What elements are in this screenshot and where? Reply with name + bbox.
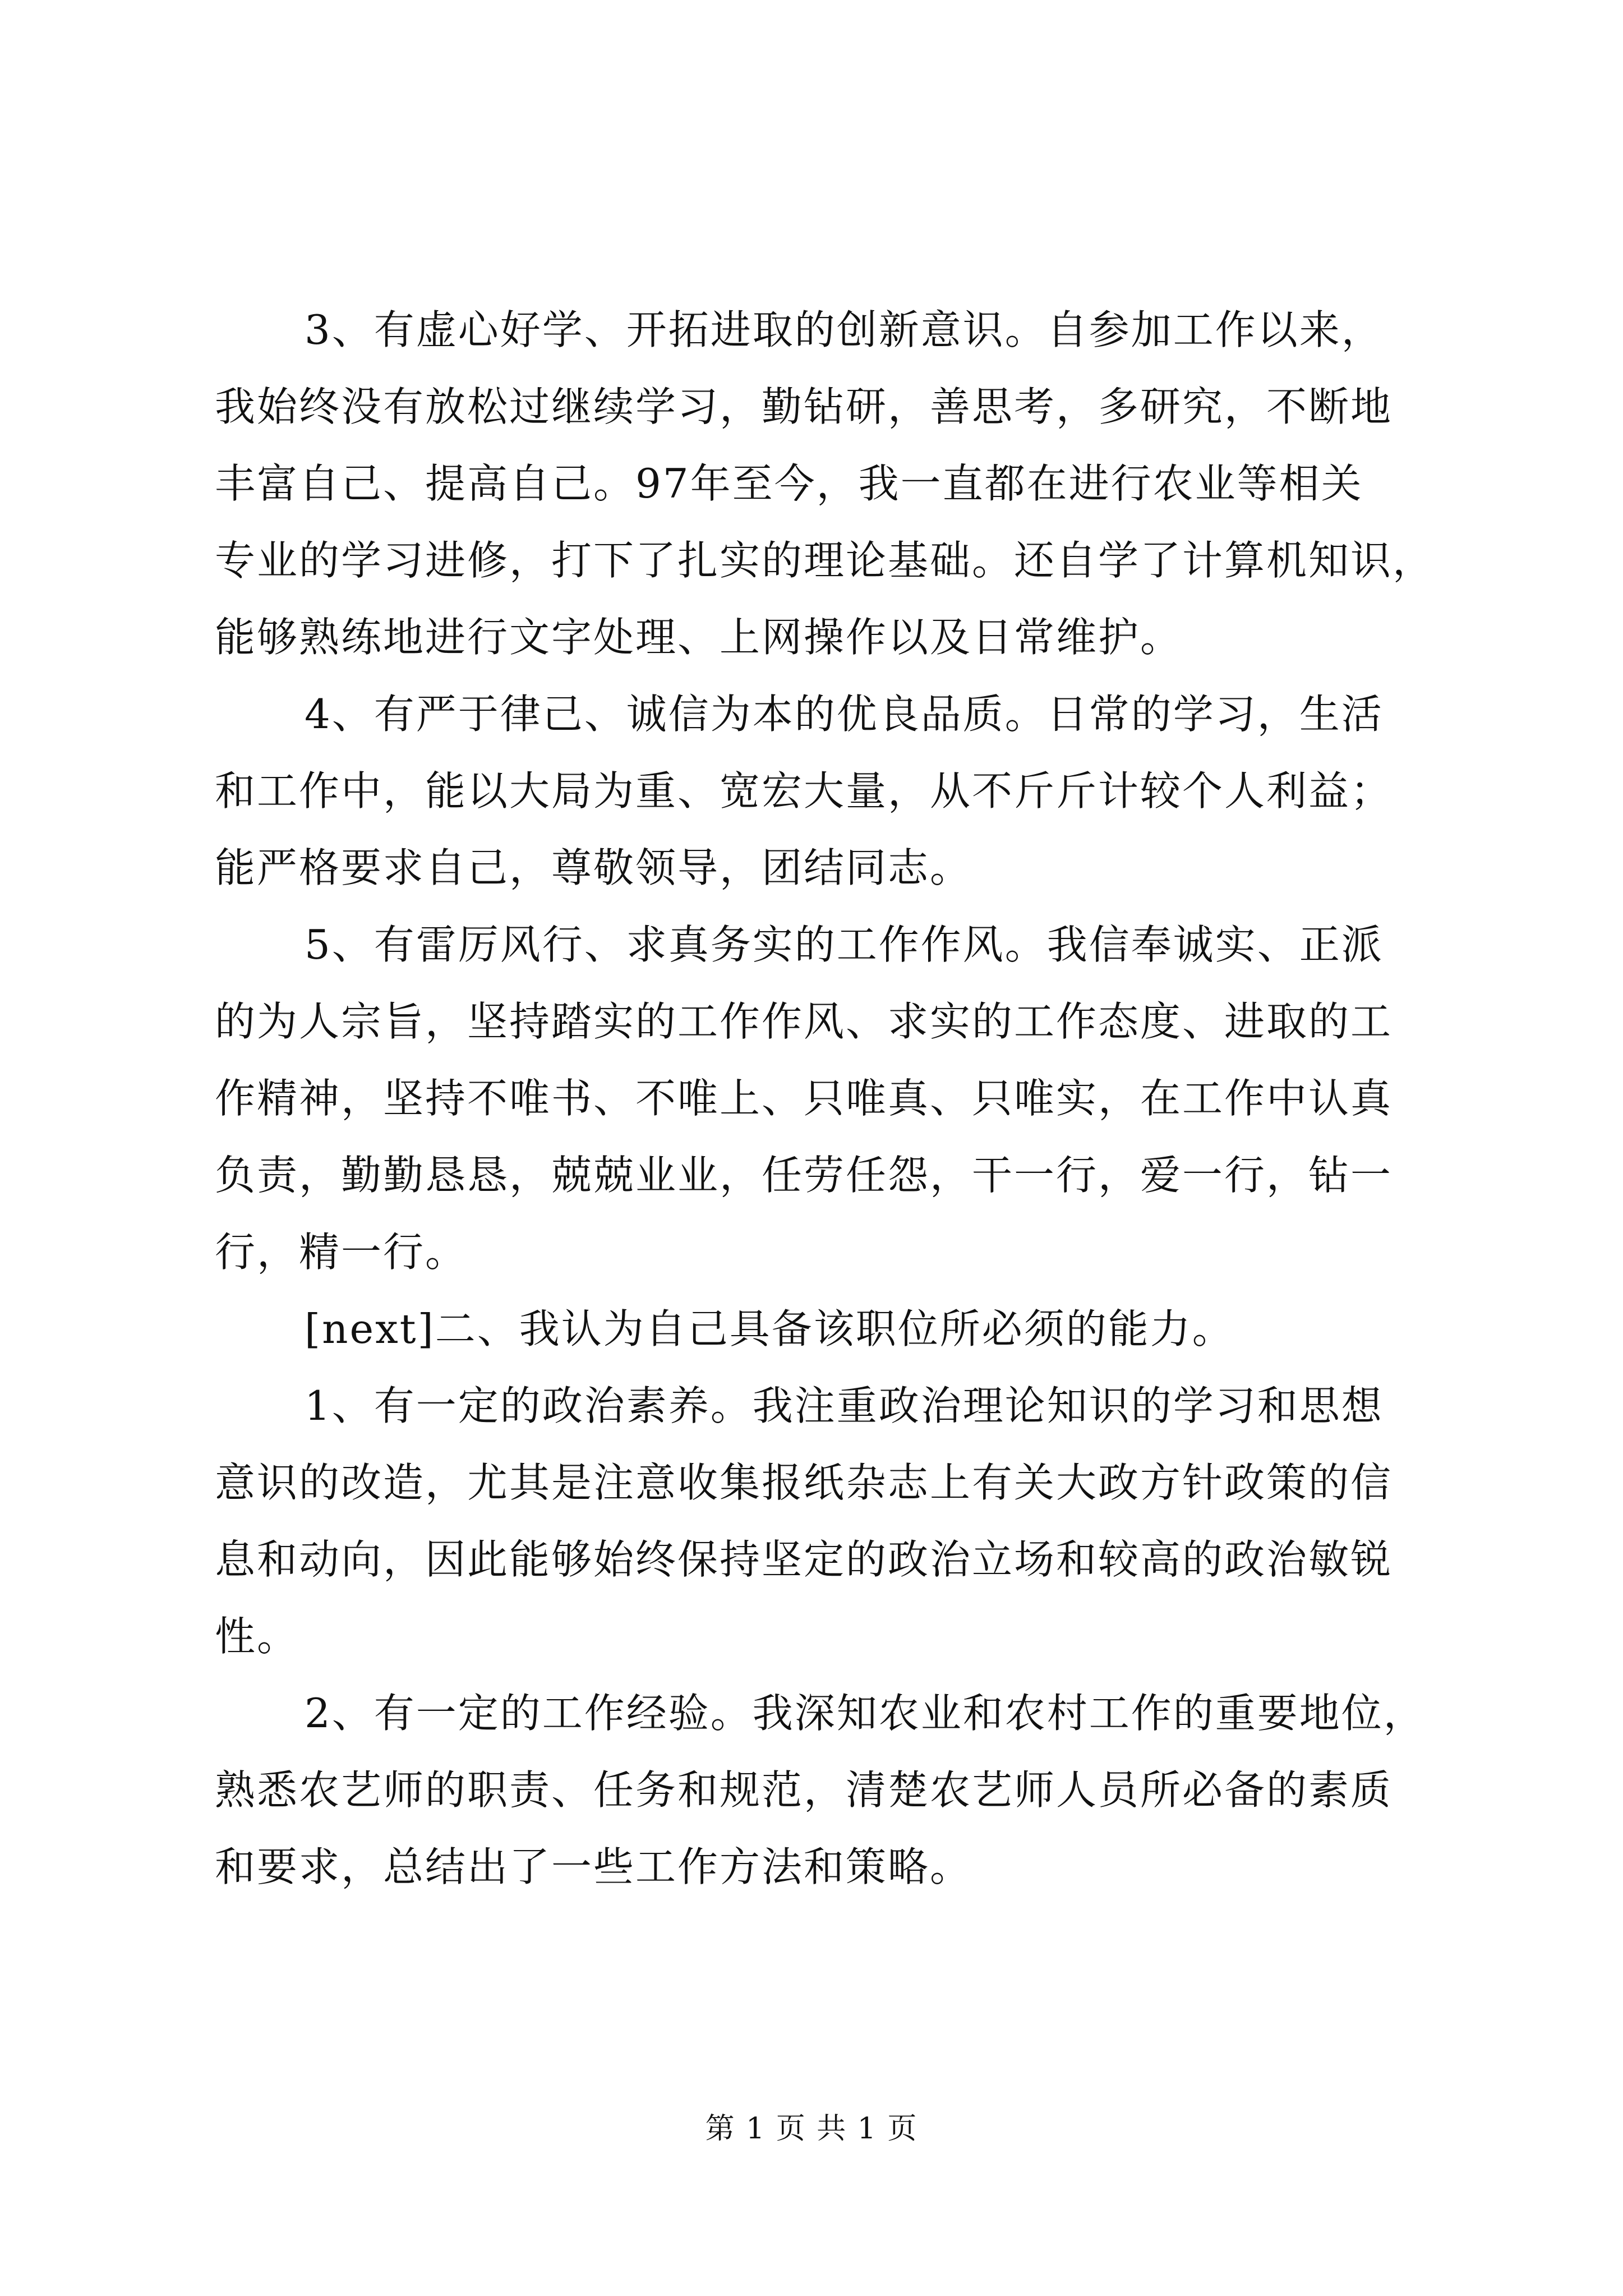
paragraph-line: 3、有虚心好学、开拓进取的创新意识。自参加工作以来，	[305, 306, 1384, 353]
paragraph-line: 能够熟练地进行文字处理、上网操作以及日常维护。	[215, 614, 1183, 661]
paragraph-line: 2、有一定的工作经验。我深知农业和农村工作的重要地位，	[305, 1690, 1426, 1737]
paragraph-line: 和工作中，能以大局为重、宽宏大量，从不斤斤计较个人利益；	[215, 767, 1393, 815]
paragraph-line: 1、有一定的政治素养。我注重政治理论知识的学习和思想	[305, 1382, 1384, 1429]
paragraph-line: 熟悉农艺师的职责、任务和规范，清楚农艺师人员所必备的素质	[215, 1766, 1393, 1814]
paragraph-line: 专业的学习进修，打下了扎实的理论基础。还自学了计算机知识，	[215, 537, 1435, 584]
paragraph-line: 的为人宗旨，坚持踏实的工作作风、求实的工作态度、进取的工	[215, 998, 1393, 1045]
paragraph-experience	[215, 1675, 1426, 1906]
paragraph-political	[215, 1368, 1426, 1675]
section-heading-line: [next]二、我认为自己具备该职位所必须的能力。	[305, 1305, 1234, 1352]
paragraph-line: 性。	[215, 1613, 299, 1660]
paragraph-line: 息和动向，因此能够始终保持坚定的政治立场和较高的政治敏锐	[215, 1536, 1393, 1583]
paragraph-line: 作精神，坚持不唯书、不唯上、只唯真、只唯实，在工作中认真	[215, 1075, 1393, 1122]
paragraph-line: 行，精一行。	[215, 1228, 468, 1276]
paragraph-innovation	[215, 292, 1435, 676]
paragraph-line: 意识的改造，尤其是注意收集报纸杂志上有关大政方针政策的信	[215, 1459, 1393, 1506]
paragraph-line: 能严格要求自己，尊敬领导，团结同志。	[215, 844, 972, 891]
paragraph-work-style	[215, 907, 1426, 1291]
paragraph-integrity	[215, 676, 1426, 907]
page-number-footer: 第 1 页 共 1 页	[705, 2112, 918, 2146]
paragraph-line: 丰富自己、提高自己。97年至今，我一直都在进行农业等相关	[215, 460, 1363, 507]
document-body	[215, 292, 1435, 1906]
paragraph-line: 4、有严于律己、诚信为本的优良品质。日常的学习，生活	[305, 691, 1384, 738]
paragraph-line: 我始终没有放松过继续学习，勤钻研，善思考，多研究，不断地	[215, 383, 1393, 430]
paragraph-line: 负责，勤勤恳恳，兢兢业业，任劳任怨，干一行，爱一行，钻一	[215, 1152, 1393, 1199]
paragraph-line: 5、有雷厉风行、求真务实的工作作风。我信奉诚实、正派	[305, 921, 1384, 968]
paragraph-line: 和要求，总结出了一些工作方法和策略。	[215, 1843, 972, 1890]
section-heading	[215, 1291, 1426, 1368]
